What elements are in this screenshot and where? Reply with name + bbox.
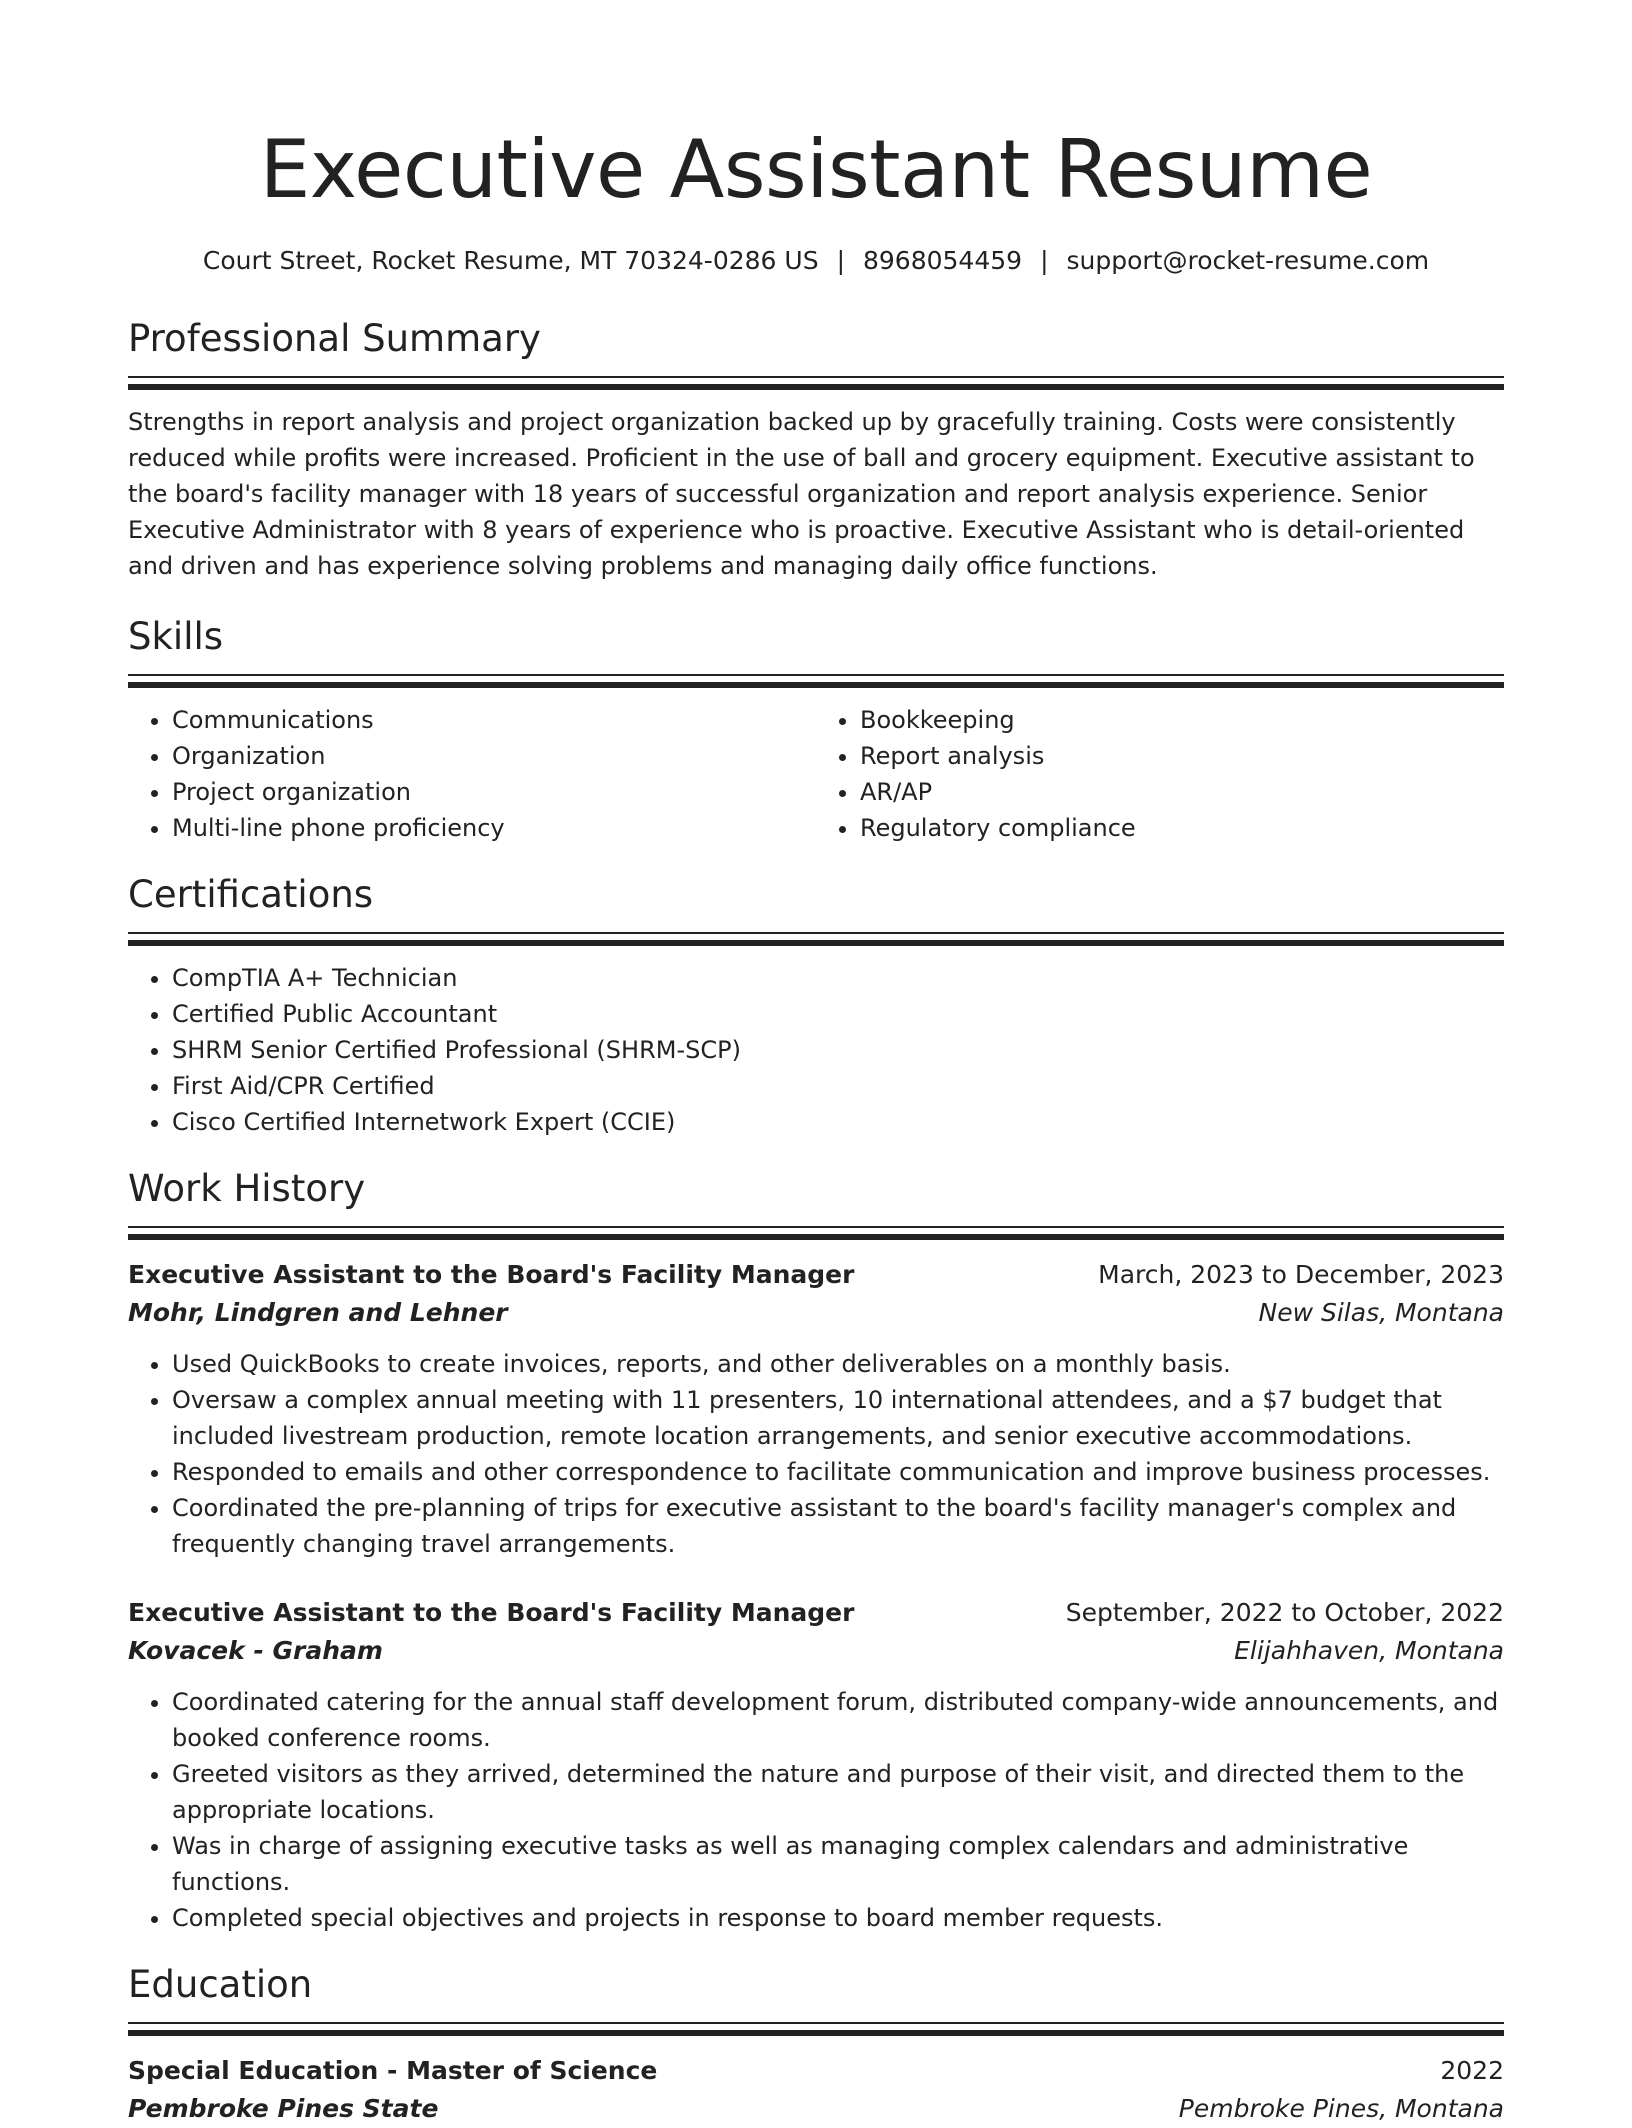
- job-bullet: • Greeted visitors as they arrived, determined the nature and purpose of their visit, and directed them to the appropriate locations.: [172, 1756, 1504, 1828]
- skill-item: • Report analysis: [860, 738, 1504, 774]
- job-bullet: • Coordinated catering for the annual staff development forum, distributed company-wide announcements, and booked conference rooms.: [172, 1684, 1504, 1756]
- skills-columns: [128, 702, 1504, 846]
- summary-heading: Professional Summary: [128, 317, 541, 360]
- education-entry: [128, 2052, 1504, 2128]
- job-title: Executive Assistant to the Board's Facility Manager: [128, 1598, 855, 1627]
- job-title: Executive Assistant to the Board's Facility Manager: [128, 1260, 855, 1289]
- job-company: Mohr, Lindgren and Lehner: [128, 1298, 508, 1327]
- section-divider-thick: [128, 384, 1504, 390]
- job-location: New Silas, Montana: [1258, 1298, 1504, 1327]
- section-divider-thin: [128, 2022, 1504, 2024]
- section-divider-thin: [128, 376, 1504, 378]
- skill-item: • Bookkeeping: [860, 702, 1504, 738]
- certifications-section: [128, 872, 1504, 1140]
- job-bullets: [128, 1346, 1504, 1562]
- job-header-row: [128, 1594, 1504, 1632]
- education-year: 2022: [1440, 2056, 1504, 2085]
- certification-item: • SHRM Senior Certified Professional (SHRM-SCP): [172, 1032, 1504, 1068]
- skill-item: • Communications: [172, 702, 816, 738]
- job-bullet: • Used QuickBooks to create invoices, reports, and other deliverables on a monthly basis.: [172, 1346, 1504, 1382]
- job-bullets: [128, 1684, 1504, 1936]
- education-location: Pembroke Pines, Montana: [1178, 2094, 1504, 2123]
- certifications-heading: Certifications: [128, 873, 374, 916]
- skill-item: • Organization: [172, 738, 816, 774]
- contact-phone: 8968054459: [863, 246, 1023, 275]
- summary-section: [128, 316, 1504, 584]
- section-divider-thick: [128, 1234, 1504, 1240]
- job-company: Kovacek - Graham: [128, 1636, 383, 1665]
- job-bullet: • Was in charge of assigning executive tasks as well as managing complex calendars and administrative functions.: [172, 1828, 1504, 1900]
- section-divider-thick: [128, 2030, 1504, 2036]
- skills-section: [128, 614, 1504, 846]
- summary-text: Strengths in report analysis and project organization backed up by gracefully training. Costs were consistently reduced while profits were increased. Proficient in the use of ball and grocery equipment. Executive assistant to the board's facility manager with 18 years of successful organization and report analysis experience. Senior Executive Administrator with 8 years of experience who is proactive. Executive Assistant who is detail-oriented and driven and has experience solving problems and managing daily office functions.: [128, 408, 1475, 580]
- job-dates: March, 2023 to December, 2023: [1098, 1260, 1504, 1289]
- certification-item: • Cisco Certified Internetwork Expert (CCIE): [172, 1104, 1504, 1140]
- job-bullet: • Oversaw a complex annual meeting with 11 presenters, 10 international attendees, and a $7 budget that included livestream production, remote location arrangements, and senior executive accommodations.: [172, 1382, 1504, 1454]
- contact-line: [128, 244, 1504, 278]
- job-dates: September, 2022 to October, 2022: [1065, 1598, 1504, 1627]
- job-entry: [128, 1594, 1504, 1936]
- contact-separator: |: [1040, 246, 1049, 275]
- skill-item: • Project organization: [172, 774, 816, 810]
- skill-item: • Regulatory compliance: [860, 810, 1504, 846]
- job-location: Elijahhaven, Montana: [1234, 1636, 1504, 1665]
- skills-list-right: [816, 702, 1504, 846]
- job-bullet: • Responded to emails and other correspondence to facilitate communication and improve business processes.: [172, 1454, 1504, 1490]
- section-divider-thin: [128, 932, 1504, 934]
- section-divider-thick: [128, 682, 1504, 688]
- skills-heading: Skills: [128, 615, 224, 658]
- education-school-row: [128, 2090, 1504, 2128]
- job-bullet: • Coordinated the pre-planning of trips for executive assistant to the board's facility manager's complex and frequently changing travel arrangements.: [172, 1490, 1504, 1562]
- work-history-section: [128, 1166, 1504, 1936]
- certification-item: • First Aid/CPR Certified: [172, 1068, 1504, 1104]
- skill-item: • AR/AP: [860, 774, 1504, 810]
- job-bullet: • Completed special objectives and projects in response to board member requests.: [172, 1900, 1504, 1936]
- certification-item: • Certified Public Accountant: [172, 996, 1504, 1032]
- certifications-list: [128, 960, 1504, 1140]
- resume-page: [128, 0, 1504, 2128]
- education-header-row: [128, 2052, 1504, 2090]
- education-section: [128, 1962, 1504, 2128]
- job-company-row: [128, 1294, 1504, 1332]
- education-school: Pembroke Pines State: [128, 2094, 439, 2123]
- education-degree: Special Education - Master of Science: [128, 2056, 658, 2085]
- skill-item: • Multi-line phone proficiency: [172, 810, 816, 846]
- section-divider-thick: [128, 940, 1504, 946]
- certification-item: • CompTIA A+ Technician: [172, 960, 1504, 996]
- work-history-heading: Work History: [128, 1167, 366, 1210]
- contact-address: Court Street, Rocket Resume, MT 70324-0286 US: [202, 246, 819, 275]
- resume-title: Executive Assistant Resume: [259, 123, 1373, 216]
- section-divider-thin: [128, 1226, 1504, 1228]
- job-header-row: [128, 1256, 1504, 1294]
- job-entry: [128, 1256, 1504, 1562]
- skills-list-left: [128, 702, 816, 846]
- job-company-row: [128, 1632, 1504, 1670]
- section-divider-thin: [128, 674, 1504, 676]
- contact-separator: |: [836, 246, 845, 275]
- education-heading: Education: [128, 1963, 313, 2006]
- contact-email: support@rocket-resume.com: [1066, 246, 1430, 275]
